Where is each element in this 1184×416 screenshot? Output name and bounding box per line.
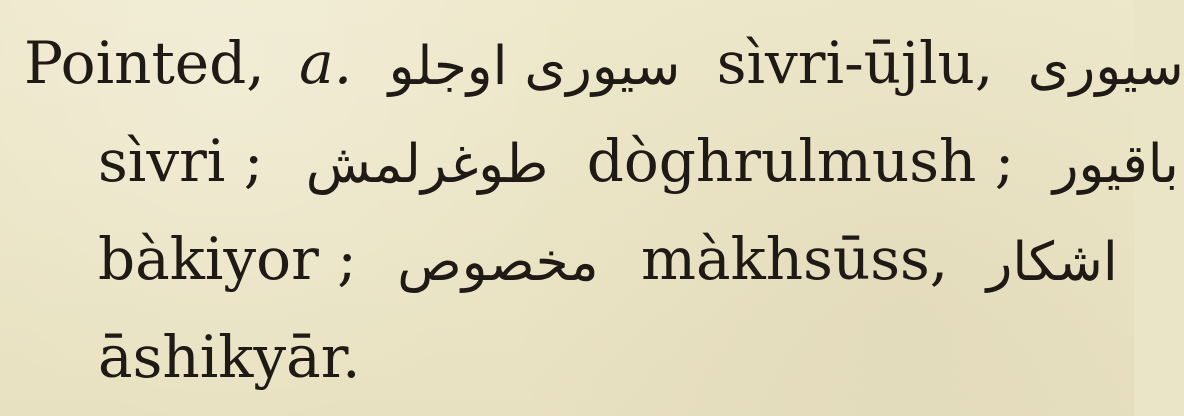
entry-line-4	[98, 323, 361, 391]
transliteration-4: bàkiyor ;	[98, 225, 357, 293]
entry-line-3	[98, 225, 1118, 294]
entry-line-2	[98, 127, 1179, 196]
transliteration-3: dòghrulmush ;	[586, 127, 1015, 195]
transliteration-2: sìvri ;	[98, 127, 264, 195]
entry-line-1	[24, 29, 1184, 98]
part-of-speech: a.	[299, 29, 353, 97]
arabic-term-1: سیوری اوجلو	[388, 34, 681, 98]
arabic-term-3: طوغرلمش	[305, 132, 549, 196]
transliteration-1: sìvri-ūjlu,	[716, 29, 994, 97]
arabic-term-6: اشکار	[986, 230, 1118, 294]
arabic-term-2: سیوری	[1027, 34, 1184, 98]
transliteration-5: màkhsūss,	[641, 225, 949, 293]
arabic-term-4: باقیور	[1052, 132, 1179, 196]
headword: Pointed,	[24, 29, 265, 97]
transliteration-6: āshikyār.	[98, 323, 361, 391]
arabic-term-5: مخصوص	[397, 230, 599, 294]
